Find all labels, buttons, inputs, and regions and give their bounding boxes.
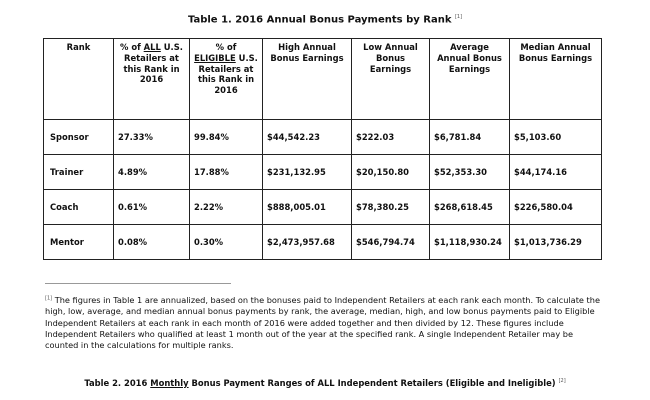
cell-median: $226,580.04 xyxy=(510,190,602,225)
header-high: High Annual Bonus Earnings xyxy=(263,39,352,120)
bonus-payments-table xyxy=(43,38,602,260)
header-pct-all: % of ALL U.S. Retailers at this Rank in 2016 xyxy=(114,39,190,120)
cell-high: $44,542.23 xyxy=(263,120,352,155)
cell-low: $78,380.25 xyxy=(352,190,430,225)
header-pct-eligible: % of ELIGIBLE U.S. Retailers at this Rank in 2016 xyxy=(190,39,263,120)
table-row xyxy=(44,225,602,260)
footnote-text: The figures in Table 1 are annualized, based on the bonuses paid to Independent Retailers at each rank each month. To calculate the high, low, average, and median annual bonus payments by rank, the average, median, high, and low bonus payments paid to Eligible Independent Retailers at each rank in each month of 2016 were added together and then divided by 12. These figures include Independent Retailers who qualified at least 1 month out of the year at the specified rank. A single Independent Retailer may be counted in the calculations for multiple ranks. xyxy=(45,295,600,351)
header-average: Average Annual Bonus Earnings xyxy=(430,39,510,120)
table-header-row xyxy=(44,39,602,120)
footnote-marker[interactable]: [1] xyxy=(45,295,53,302)
header-median: Median Annual Bonus Earnings xyxy=(510,39,602,120)
cell-high: $231,132.95 xyxy=(263,155,352,190)
table1-title-text: Table 1. 2016 Annual Bonus Payments by Rank xyxy=(187,14,452,26)
cell-pct-all: 0.08% xyxy=(114,225,190,260)
table1-title xyxy=(0,14,650,25)
cell-pct-eligible: 99.84% xyxy=(190,120,263,155)
table2-footnote-ref[interactable]: [2] xyxy=(558,378,566,385)
cell-pct-all: 4.89% xyxy=(114,155,190,190)
cell-rank: Mentor xyxy=(44,225,114,260)
cell-high: $2,473,957.68 xyxy=(263,225,352,260)
cell-rank: Sponsor xyxy=(44,120,114,155)
footnote-divider xyxy=(45,283,231,284)
table-row xyxy=(44,190,602,225)
cell-median: $5,103.60 xyxy=(510,120,602,155)
header-low: Low Annual Bonus Earnings xyxy=(352,39,430,120)
table1-footnote-ref[interactable]: [1] xyxy=(454,14,463,20)
cell-average: $268,618.45 xyxy=(430,190,510,225)
table2-title xyxy=(0,378,650,388)
footnote xyxy=(45,295,607,352)
cell-pct-eligible: 0.30% xyxy=(190,225,263,260)
cell-low: $20,150.80 xyxy=(352,155,430,190)
cell-average: $6,781.84 xyxy=(430,120,510,155)
table2-title-pre: Table 2. 2016 xyxy=(84,378,151,388)
table2-title-post: Bonus Payment Ranges of ALL Independent Retailers (Eligible and Ineligible) xyxy=(188,378,556,388)
cell-average: $52,353.30 xyxy=(430,155,510,190)
cell-average: $1,118,930.24 xyxy=(430,225,510,260)
cell-pct-eligible: 17.88% xyxy=(190,155,263,190)
header-rank: Rank xyxy=(44,39,114,120)
cell-high: $888,005.01 xyxy=(263,190,352,225)
cell-low: $222.03 xyxy=(352,120,430,155)
cell-pct-eligible: 2.22% xyxy=(190,190,263,225)
cell-rank: Coach xyxy=(44,190,114,225)
cell-median: $1,013,736.29 xyxy=(510,225,602,260)
table-row xyxy=(44,120,602,155)
cell-median: $44,174.16 xyxy=(510,155,602,190)
cell-pct-all: 27.33% xyxy=(114,120,190,155)
table-row xyxy=(44,155,602,190)
cell-rank: Trainer xyxy=(44,155,114,190)
cell-low: $546,794.74 xyxy=(352,225,430,260)
table2-title-emph: Monthly xyxy=(150,378,189,388)
cell-pct-all: 0.61% xyxy=(114,190,190,225)
